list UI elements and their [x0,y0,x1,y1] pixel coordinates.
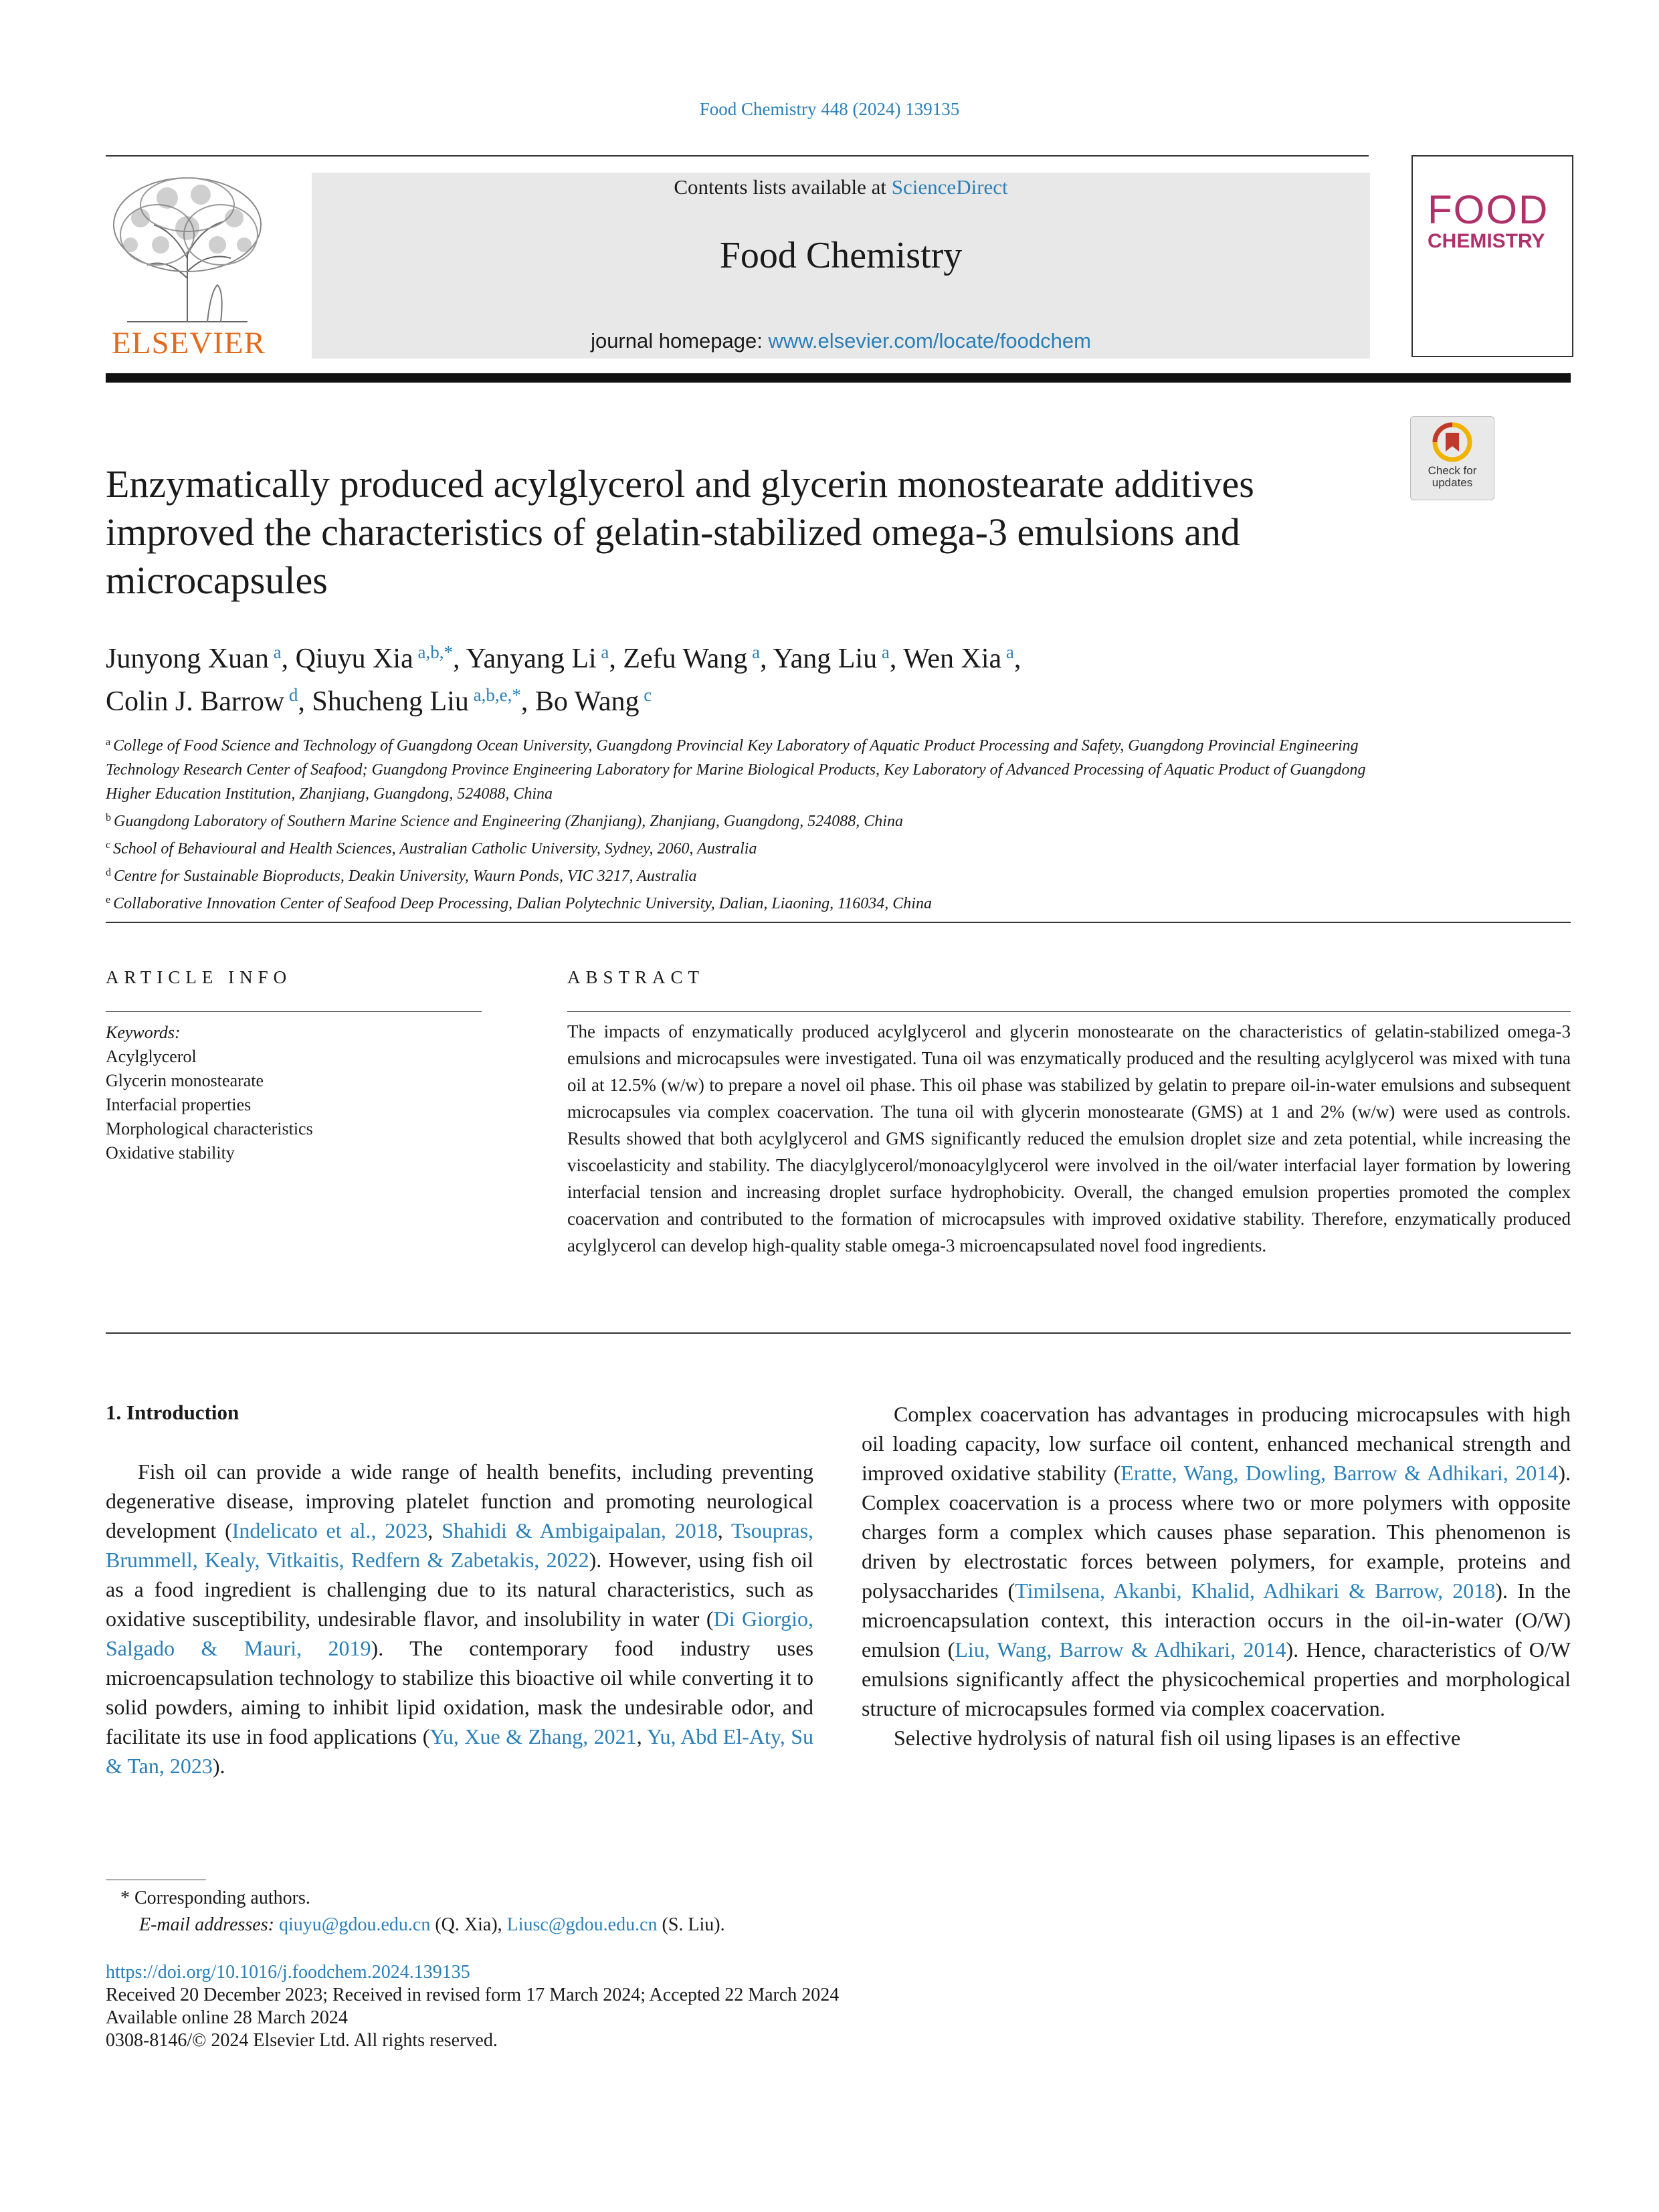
keywords-label: Keywords: [106,1023,181,1042]
citation-link[interactable]: Shahidi & Ambigaipalan, 2018 [442,1518,718,1542]
author-name: Yanyang Li [466,643,597,674]
body-column-left [106,1457,813,1781]
affiliation-item [106,833,1370,861]
paragraph-text: ). The contemporary food industry uses microencapsulation technology to stabilize this bioactive oil while converting it to solid powders, aiming to inhibit lipid oxidation, mask the undesirable odor, and facilitate its use in food applications ( [106,1636,813,1748]
homepage-prefix: journal homepage: [591,329,769,353]
email-addresses [139,1912,1076,1938]
citation-link[interactable]: Di Giorgio, Salgado & Mauri, 2019 [106,1607,814,1660]
author-separator: , [298,686,312,717]
abstract-text: The impacts of enzymatically produced acylglycerol and glycerin monostearate on the characteristics of gelatin-stabilized omega-3 emulsions and microcapsules were investigated. Tuna oil was enzymatically produced and the resulting acylglycerol was mixed with tuna oil at 12.5% (w/w) to prepare a novel oil phase. This oil phase was stabilized by gelatin to prepare oil-in-water emulsions and subsequent microcapsules via complex coacervation. The tuna oil with glycerin monostearate (GMS) at 1 and 2% (w/w) were used as controls. Results showed that both acylglycerol and GMS significantly reduced the emulsion droplet size and zeta potential, while increasing the viscoelasticity and stability. The diacylglycerol/monoacylglycerol were involved in the oil/water interfacial layer formation by lowering interfacial tension and increasing droplet surface hydrophobicity. Overall, the changed emulsion properties promoted the complex coacervation and contributed to the formation of microcapsules with improved oxidative stability. Therefore, enzymatically produced acylglycerol can develop high-quality stable omega-3 microencapsulated novel food ingredients. [567,1021,1571,1255]
email-owner-xia: (Q. Xia), [430,1914,507,1935]
author-separator: , [1013,643,1021,674]
section-rule-lower [106,1332,1571,1334]
keyword-item: Glycerin monostearate [106,1071,264,1090]
author-name: Yang Liu [773,643,878,674]
publication-info [106,1961,1176,2052]
author-name: Shucheng Liu [312,686,469,717]
affiliation-marker: e [106,894,114,906]
email-label: E-mail addresses: [139,1914,279,1935]
affiliation-item [106,806,1370,833]
available-online: Available online 28 March 2024 [106,2007,348,2028]
citation-link[interactable]: Yu, Xue & Zhang, 2021 [429,1724,637,1748]
citation-link[interactable]: Tsoupras, Brummell, Kealy, Vitkaitis, Redfern & Zabetakis, 2022 [106,1518,814,1572]
author-separator: , [889,643,904,674]
affiliation-item [106,861,1370,888]
journal-title: Food Chemistry [719,235,963,276]
author-separator: , [760,643,773,674]
affiliation-item [106,730,1370,806]
author-affiliation-marker[interactable]: a [1001,642,1014,662]
received-dates: Received 20 December 2023; Received in revised form 17 March 2024; Accepted 22 March 2024 [106,1985,840,2005]
check-for-updates-text: Check for updates [1428,464,1477,489]
header-rule [106,155,1369,157]
paragraph-text: ). Hence, characteristics of O/W emulsions significantly affect the physicochemical properties and morphological structure of microcapsules formed via complex coacervation. [862,1637,1571,1720]
affiliation-marker: b [106,812,114,823]
keyword-item: Acylglycerol [106,1047,197,1066]
doi-link[interactable]: https://doi.org/10.1016/j.foodchem.2024.139135 [106,1962,470,1983]
sciencedirect-link[interactable]: ScienceDirect [891,175,1008,199]
affiliation-marker: a [106,736,114,748]
author-affiliation-marker[interactable]: a,b,e,* [468,685,521,705]
affiliation-text: Centre for Sustainable Bioproducts, Deakin University, Waurn Ponds, VIC 3217, Australia [114,868,697,885]
cover-title-chemistry: CHEMISTRY [1428,230,1545,252]
check-for-updates-badge[interactable] [1410,416,1494,500]
author-separator: , [452,643,466,674]
paragraph-text: ). In the microencapsulation context, this interaction occurs in the oil-in-water (O/W) emulsion ( [862,1579,1571,1662]
author-separator: , [281,643,296,674]
article-title: Enzymatically produced acylglycerol and glycerin monostearate additives improved the characteristics of gelatin-stabilized omega-3 emulsions and microcapsules [106,462,1254,602]
author-name: Wen Xia [903,643,1002,674]
article-info-rule [106,1011,482,1012]
contents-line [312,175,1370,199]
affiliation-item [106,888,1370,916]
affiliations [106,730,1370,916]
author-affiliation-marker[interactable]: a [877,642,890,662]
author-name: Bo Wang [534,686,640,717]
section-rule [106,922,1571,923]
affiliation-text: Guangdong Laboratory of Southern Marine Science and Engineering (Zhanjiang), Zhanjiang, Guangdong, 524088, China [114,813,903,830]
author-affiliation-marker[interactable]: d [284,685,298,705]
corresponding-authors-note: * Corresponding authors. [120,1888,310,1908]
elsevier-wordmark: ELSEVIER [112,326,266,361]
affiliation-text: School of Behavioural and Health Sciences, Australian Catholic University, Sydney, 2060, Australia [113,840,757,858]
paragraph-text: ). Complex coacervation is a process where two or more polymers with opposite charges form a complex which causes phase separation. This phenomenon is driven by electrostatic forces between polymers, for example, proteins and polysaccharides ( [862,1461,1571,1603]
author-name: Colin J. Barrow [106,686,285,717]
header-thick-rule [106,373,1571,383]
paragraph-text: Fish oil can provide a wide range of health benefits, including preventing degenerative disease, improving platelet function and promoting neurological development ( [106,1460,813,1542]
author-affiliation-marker[interactable]: c [639,685,652,705]
keywords-block [106,1021,480,1165]
affiliation-marker: d [106,867,114,878]
homepage-line [312,329,1370,353]
tree-icon [100,171,274,325]
author-separator: , [520,686,535,717]
abstract-heading: ABSTRACT [567,967,705,987]
homepage-link[interactable]: www.elsevier.com/locate/foodchem [768,329,1091,353]
article-info-heading: ARTICLE INFO [106,967,292,987]
paragraph-text: ). [212,1754,225,1778]
author-name: Qiuyu Xia [295,643,413,674]
author-affiliation-marker[interactable]: a [747,642,761,662]
email-link-liu[interactable]: Liusc@gdou.edu.cn [506,1914,658,1935]
author-affiliation-marker[interactable]: a [596,642,609,662]
introduction-heading: 1. Introduction [106,1401,239,1424]
keyword-item: Interfacial properties [106,1095,252,1114]
journal-citation[interactable]: Food Chemistry 448 (2024) 139135 [699,99,960,119]
body-column-right [862,1399,1571,1752]
cover-title-food: FOOD [1428,187,1549,232]
bookmark-icon [1411,417,1494,464]
email-owner-liu: (S. Liu). [657,1914,725,1935]
intro-paragraph-1 [106,1457,813,1781]
email-link-xia[interactable]: qiuyu@gdou.edu.cn [278,1914,431,1935]
citation-link[interactable]: Timilsena, Akanbi, Khalid, Adhikari & Barrow, 2018 [1015,1579,1496,1603]
copyright-line: 0308-8146/© 2024 Elsevier Ltd. All rights reserved. [106,2030,498,2051]
journal-cover [1411,155,1573,357]
citation-link[interactable]: Eratte, Wang, Dowling, Barrow & Adhikari, 2014 [1120,1461,1559,1485]
author-affiliation-marker[interactable]: a [268,642,282,662]
paragraph-text: , [717,1518,731,1542]
author-list [106,634,1444,720]
paragraph-text: ). However, using fish oil as a food ingredient is challenging due to its natural characteristics, such as oxidative susceptibility, undesirable flavor, and insolubility in water ( [106,1548,813,1631]
author-affiliation-marker[interactable]: a,b,* [413,642,453,662]
intro-paragraph-3: Selective hydrolysis of natural fish oil using lipases is an effective [894,1726,1461,1750]
paragraph-text: Complex coacervation has advantages in producing microcapsules with high oil loading capacity, low surface oil content, enhanced mechanical strength and improved oxidative stability ( [862,1402,1571,1485]
citation-link[interactable]: Yu, Abd El-Aty, Su & Tan, 2023 [106,1724,814,1778]
author-name: Junyong Xuan [106,643,269,674]
contents-prefix: Contents lists available at [674,175,892,199]
author-separator: , [609,643,623,674]
intro-paragraph-2 [862,1399,1571,1723]
paragraph-text: , [427,1518,442,1542]
affiliation-text: Collaborative Innovation Center of Seafood Deep Processing, Dalian Polytechnic University, Dalian, Liaoning, 116034, China [113,895,932,912]
keyword-item: Oxidative stability [106,1143,235,1163]
paragraph-text: , [636,1724,647,1748]
affiliation-text: College of Food Science and Technology of Guangdong Ocean University, Guangdong Provincial Key Laboratory of Aquatic Product Processing and Safety, Guangdong Provincial Engineering Technology Research Center of Seafood; Guangdong Province Engineering Laboratory for Marine Biological Products, Key Laboratory of Advanced Processing of Aquatic Product of Guangdong Higher Education Institution, Zhanjiang, Guangdong, 524088, China [106,737,1366,803]
author-name: Zefu Wang [623,643,748,674]
abstract-rule [567,1011,1571,1012]
citation-link[interactable]: Indelicato et al., 2023 [231,1518,428,1542]
keyword-item: Morphological characteristics [106,1119,313,1138]
affiliation-marker: c [106,839,114,851]
citation-link[interactable]: Liu, Wang, Barrow & Adhikari, 2014 [955,1637,1286,1662]
